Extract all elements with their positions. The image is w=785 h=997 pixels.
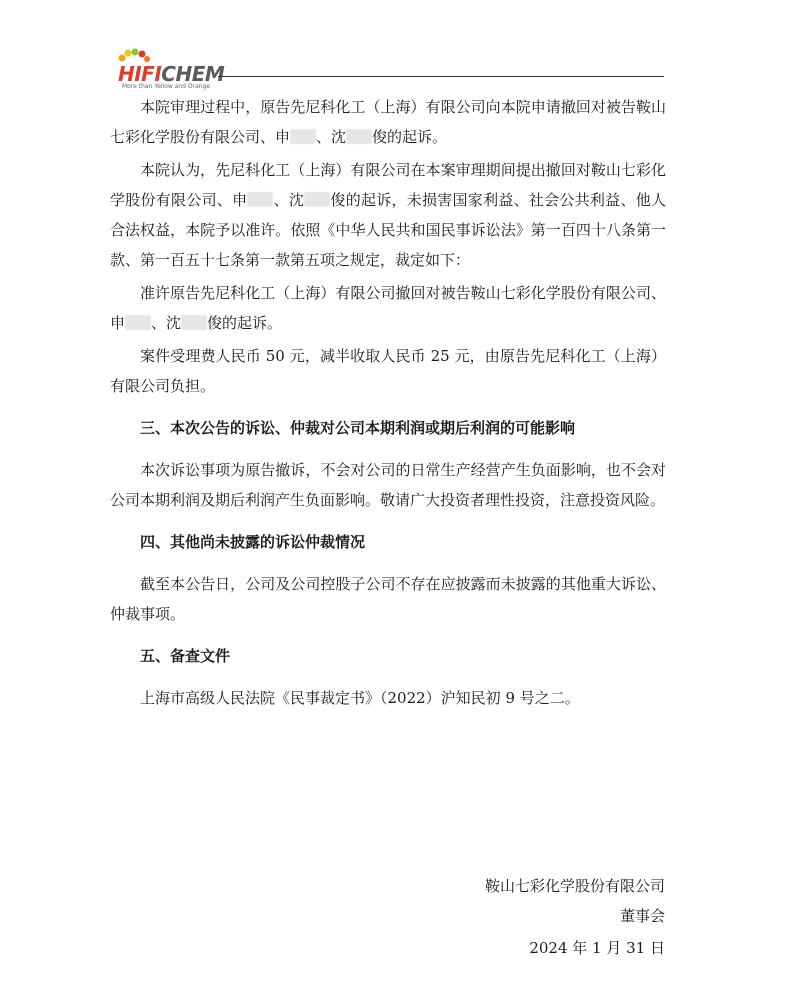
logo-prefix: HIFI [118,62,162,86]
section-heading-other-litigation: 四、其他尚未披露的诉讼仲裁情况 [140,533,366,551]
text-segment: 本院认为，先尼科化工（上海）有限公司在本案审理期间提出撤回对鞍山七彩化学股份有限公司、申 [110,161,666,209]
paragraph-court-opinion [110,155,666,275]
redaction-mark [181,315,207,330]
header-divider [218,76,664,77]
redaction-mark [304,192,330,207]
paragraph-ruling [110,278,666,338]
text-segment: 俊的起诉。 [207,314,283,332]
text-segment: 俊的起诉，未损害国家利益、社会公共利益、他人合法权益，本院予以准许。依照《中华人民共和国民事诉讼法》第一百四十八条第一款、第一百五十七条第一款第五项之规定，裁定如下： [110,191,666,269]
section-heading-documents: 五、备查文件 [140,647,231,665]
text-segment: 、沈 [316,128,347,146]
redaction-mark [247,192,273,207]
paragraph-fees: 案件受理费人民币 50 元，减半收取人民币 25 元，由原告先尼科化工（上海）有限公司负担。 [110,347,666,395]
section-heading-impact: 三、本次公告的诉讼、仲裁对公司本期利润或期后利润的可能影响 [140,419,576,437]
text-segment: 准许原告先尼科化工（上海）有限公司撤回对被告鞍山七彩化学股份有限公司、申 [110,284,666,332]
logo-suffix: CHEM [161,62,225,86]
signature-board: 董事会 [619,907,665,925]
signature-company: 鞍山七彩化学股份有限公司 [484,877,665,895]
redaction-mark [125,315,151,330]
redaction-mark [346,129,372,144]
paragraph-other-litigation: 截至本公告日，公司及公司控股子公司不存在应披露而未披露的其他重大诉讼、仲裁事项。 [110,575,666,623]
text-segment: 、沈 [273,191,305,209]
paragraph-impact: 本次诉讼事项为原告撤诉，不会对公司的日常生产经营产生负面影响，也不会对公司本期利润及期后利润产生负面影响。敬请广大投资者理性投资，注意投资风险。 [110,461,666,509]
paragraph-documents: 上海市高级人民法院《民事裁定书》（2022）沪知民初 9 号之二。 [140,689,580,707]
redaction-mark [290,129,316,144]
text-segment: 俊的起诉。 [372,128,448,146]
signature-date: 2024 年 1 月 31 日 [529,939,665,957]
document-body [110,92,666,713]
text-segment: 本院审理过程中，原告先尼科化工（上海）有限公司向本院申请撤回对被告鞍山七彩化学股份有限公司、申 [110,98,666,146]
text-segment: 、沈 [151,314,182,332]
page-header [110,48,666,92]
logo-slogan: More than Yellow and Orange [122,83,211,90]
paragraph-withdrawal-request [110,92,666,152]
